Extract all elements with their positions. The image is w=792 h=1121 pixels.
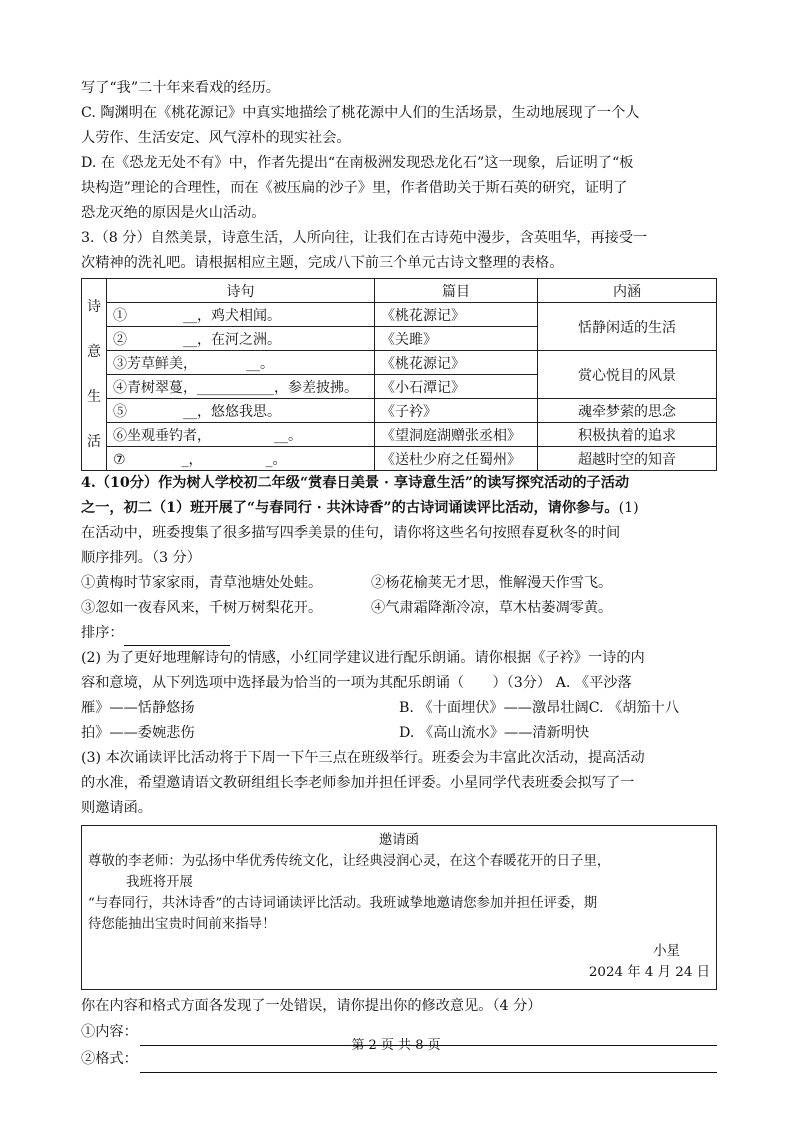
title-cell: 《关雎》 — [375, 327, 538, 351]
q4-sub1-line: 在活动中，班委搜集了很多描写四季美景的佳句，请你将这些名句按照春夏秋冬的时间 — [81, 525, 621, 541]
theme-char: 诗 — [87, 298, 101, 315]
header-poem: 诗句 — [107, 279, 375, 303]
table-row — [82, 399, 717, 423]
invitation-letter — [81, 825, 717, 990]
poem-cell: ② __，在河之洲。 — [107, 327, 375, 351]
invitation-line: 我班将开展 — [126, 875, 193, 890]
intro-line: D. 在《恐龙无处不有》中，作者先提出“在南极洲发现恐龙化石”这一现象，后证明了“板 — [81, 155, 634, 171]
page-footer: 第 2 页 共 8 页 — [351, 1038, 441, 1053]
table-row — [82, 447, 717, 471]
title-cell: 《送杜少府之任蜀州》 — [375, 447, 538, 471]
q4-sub2-line: (2) 为了更好地理解诗句的情感，小红同学建议进行配乐朗诵。请你根据《子衿》一诗的内 — [81, 650, 645, 666]
theme-cell — [82, 279, 107, 471]
music-options-row — [81, 696, 717, 721]
theme-char: 生 — [87, 388, 101, 405]
title-cell: 《桃花源记》 — [375, 351, 538, 375]
meaning-cell: 恬静闲适的生活 — [538, 303, 717, 351]
music-option: D. 《高山流水》——清新明快 — [399, 725, 590, 741]
q3-line: 次精神的洗礼吧。请根据相应主题，完成八下前三个单元古诗文整理的表格。 — [81, 255, 564, 271]
theme-char: 活 — [87, 433, 101, 450]
music-options-row — [81, 721, 717, 746]
invitation-date: 2024 年 4 月 24 日 — [588, 965, 710, 980]
poem-table — [81, 278, 717, 471]
answer-line-format[interactable] — [140, 1054, 717, 1073]
q4-sub1-line: 顺序排列。（3 分） — [81, 550, 201, 566]
q4-heading-2 — [81, 496, 717, 521]
music-option: 拍》——委婉悲伤 — [81, 725, 195, 741]
meaning-cell: 赏心悦目的风景 — [538, 351, 717, 399]
table-row — [82, 351, 717, 375]
music-option: B. 《十面埋伏》——激昂壮阔C. 《胡笳十八 — [399, 700, 680, 716]
invitation-line: 待您能抽出宝贵时间前来指导！ — [88, 917, 276, 932]
table-row — [82, 303, 717, 327]
q4-sub3-line: (3) 本次诵读评比活动将于下周一下午三点在班级举行。班委会为丰富此次活动，提高活动 — [81, 750, 645, 766]
q4-heading: 4.（10分）作为树人学校初二年级“赏春日美景 · 享诗意生活”的读写探究活动的子活动 — [81, 475, 630, 491]
title-cell: 《小石潭记》 — [375, 375, 538, 399]
table-header-row — [82, 279, 717, 303]
invitation-line: “与春同行，共沐诗香”的古诗词诵读评比活动。我班诚挚地邀请您参加并担任评委，期 — [88, 896, 598, 911]
q4-tail: 你在内容和格式方面各发现了一处错误，请你提出你的修改意见。（4 分） — [81, 998, 542, 1014]
invitation-line: 尊敬的李老师：为弘扬中华优秀传统文化，让经典浸润心灵，在这个春暖花开的日子里， — [88, 854, 611, 869]
meaning-cell: 魂牵梦萦的思念 — [538, 399, 717, 423]
poem-cell: ① __，鸡犬相闻。 — [107, 303, 375, 327]
title-cell: 《桃花源记》 — [375, 303, 538, 327]
meaning-cell: 积极执着的追求 — [538, 423, 717, 447]
poem-cell: ④青树翠蔓，___________，参差披拂。 — [107, 375, 375, 399]
intro-line: 人劳作、生活安定、风气淳朴的现实社会。 — [81, 130, 351, 146]
answer-label: ②格式： — [81, 1051, 138, 1067]
poem-items-row — [81, 596, 717, 621]
intro-line: 写了“我”二十年来看戏的经历。 — [81, 80, 280, 96]
page-content — [81, 76, 717, 1073]
order-label: 排序： — [81, 625, 124, 641]
poem-item: ④气肃霜降渐冷凉，草木枯萎凋零黄。 — [371, 600, 613, 616]
title-cell: 《子衿》 — [375, 399, 538, 423]
q4-sub2-line: 容和意境，从下列选项中选择最为恰当的一项为其配乐朗诵（ ）（3分） A. 《平沙落 — [81, 675, 632, 691]
q4-sub1-number: (1) — [618, 500, 639, 516]
table-row — [82, 423, 717, 447]
intro-line: C. 陶渊明在《桃花源记》中真实地描绘了桃花源中人们的生活场景，生动地展现了一个人 — [81, 105, 640, 121]
header-meaning: 内涵 — [538, 279, 717, 303]
order-row — [81, 621, 717, 646]
poem-cell: ⑤ __，悠悠我思。 — [107, 399, 375, 423]
poem-cell: ③芳草鲜美， __。 — [107, 351, 375, 375]
title-cell: 《望洞庭湖赠张丞相》 — [375, 423, 538, 447]
music-option: 雁》——恬静悠扬 — [81, 700, 195, 716]
poem-item: ③忽如一夜春风来，千树万树梨花开。 — [81, 600, 323, 616]
q4-sub3-line: 的水准，希望邀请语文教研组组长李老师参加并担任评委。小星同学代表班委会拟写了一 — [81, 775, 635, 791]
invitation-signature: 小星 — [653, 944, 680, 959]
poem-cell: ⑥坐观垂钓者， __。 — [107, 423, 375, 447]
answer-label: ①内容： — [81, 1024, 138, 1040]
intro-line: 恐龙灭绝的原因是火山活动。 — [81, 205, 266, 221]
q4-sub3-line: 则邀请函。 — [81, 800, 152, 816]
invitation-title: 邀请函 — [378, 833, 420, 848]
theme-char: 意 — [87, 343, 101, 360]
header-title: 篇目 — [375, 279, 538, 303]
poem-item: ①黄梅时节家家雨，青草池塘处处蛙。 — [81, 575, 323, 591]
order-answer-line[interactable] — [124, 627, 230, 646]
poem-item: ②杨花榆荚无才思，惟解漫天作雪飞。 — [371, 575, 613, 591]
meaning-cell: 超越时空的知音 — [538, 447, 717, 471]
poem-items-row — [81, 571, 717, 596]
q4-heading-bold: 之一，初二（1）班开展了“与春同行 · 共沐诗香”的古诗词诵读评比活动，请你参与。 — [81, 500, 619, 516]
intro-line: 块构造”理论的合理性，而在《被压扁的沙子》里，作者借助关于斯石英的研究，证明了 — [81, 180, 628, 196]
poem-cell: ⑦ _， _。 — [107, 447, 375, 471]
q3-line: 3.（8 分）自然美景，诗意生活，人所向往，让我们在古诗苑中漫步，含英咀华，再接受一 — [81, 230, 648, 246]
